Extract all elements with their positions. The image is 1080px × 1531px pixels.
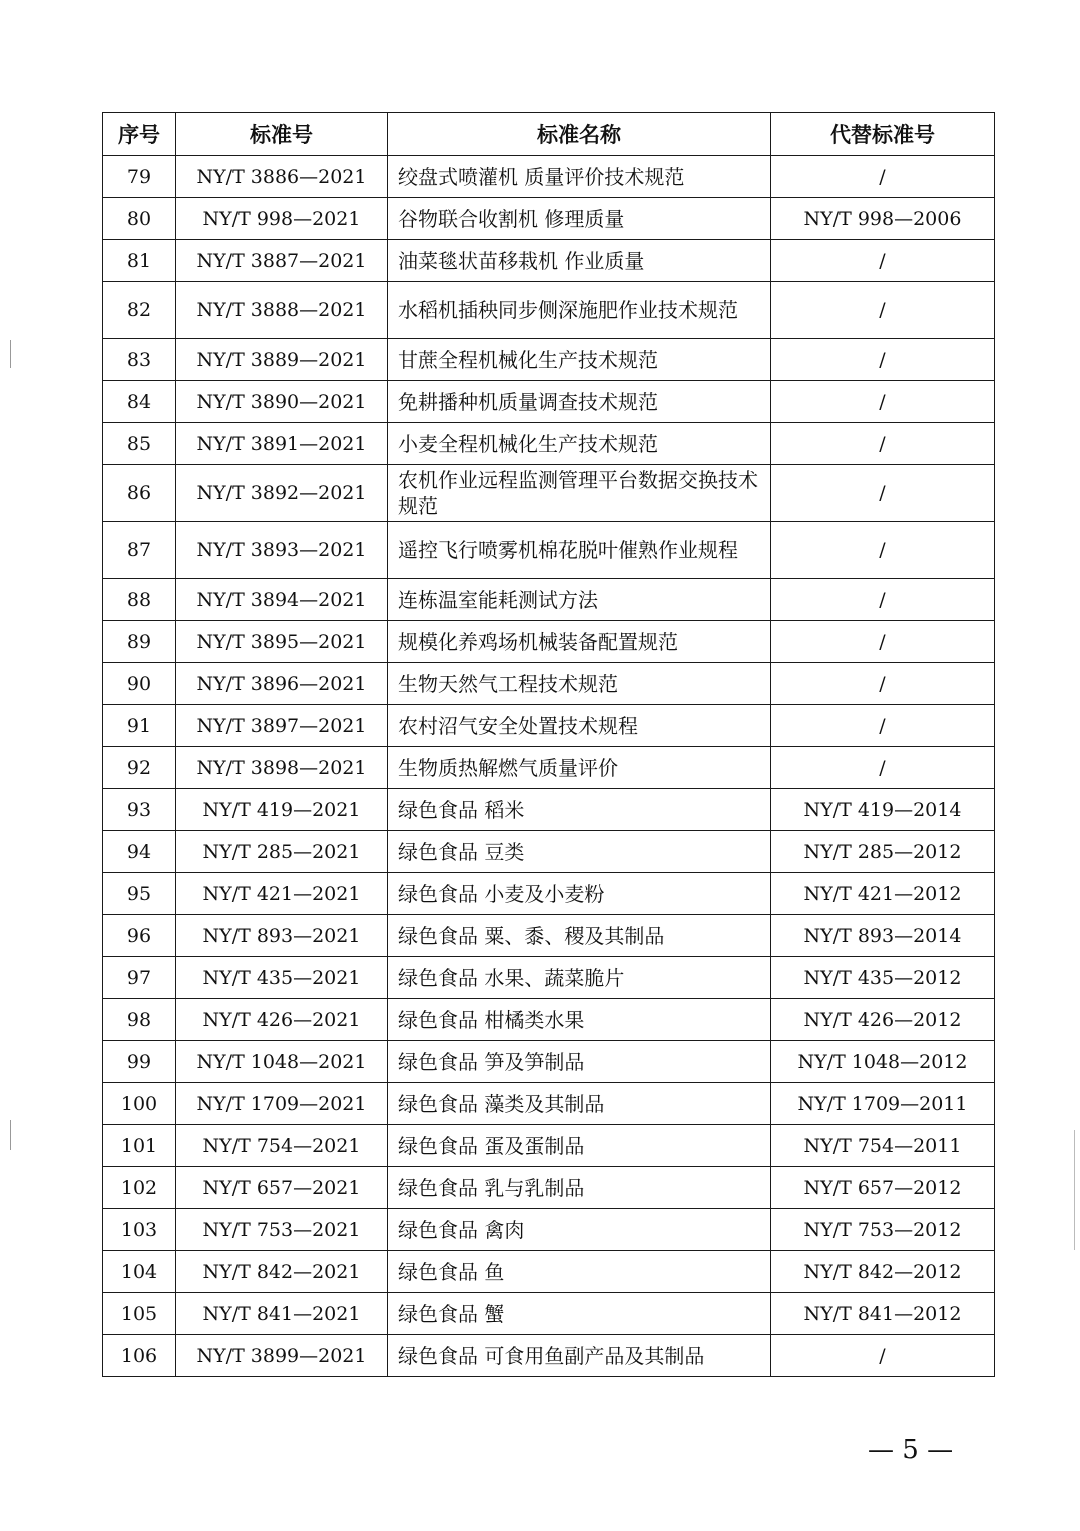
row-replaced-standard: /: [771, 423, 995, 465]
row-replaced-standard: /: [771, 339, 995, 381]
row-standard-name: 绿色食品 藻类及其制品: [388, 1083, 771, 1125]
row-replaced-standard: NY/T 842—2012: [771, 1251, 995, 1293]
row-index: 99: [103, 1041, 176, 1083]
table-row: [103, 522, 995, 579]
table-row: [103, 198, 995, 240]
row-replaced-standard: /: [771, 1335, 995, 1377]
row-standard-name: 绿色食品 蟹: [388, 1293, 771, 1335]
row-standard-name: 绿色食品 笋及笋制品: [388, 1041, 771, 1083]
row-standard-number: NY/T 3895—2021: [176, 621, 388, 663]
table-row: [103, 915, 995, 957]
row-replaced-standard: NY/T 657—2012: [771, 1167, 995, 1209]
row-standard-number: NY/T 754—2021: [176, 1125, 388, 1167]
scan-margin-mark: [10, 1120, 11, 1150]
row-standard-number: NY/T 3891—2021: [176, 423, 388, 465]
table-row: [103, 1041, 995, 1083]
table-row: [103, 423, 995, 465]
row-standard-number: NY/T 1709—2021: [176, 1083, 388, 1125]
table-row: [103, 282, 995, 339]
table-row: [103, 156, 995, 198]
row-replaced-standard: NY/T 753—2012: [771, 1209, 995, 1251]
row-index: 84: [103, 381, 176, 423]
row-standard-number: NY/T 842—2021: [176, 1251, 388, 1293]
row-standard-name: 绿色食品 可食用鱼副产品及其制品: [388, 1335, 771, 1377]
row-replaced-standard: /: [771, 381, 995, 423]
row-index: 85: [103, 423, 176, 465]
row-standard-name: 绿色食品 稻米: [388, 789, 771, 831]
row-replaced-standard: NY/T 1048—2012: [771, 1041, 995, 1083]
row-standard-number: NY/T 3890—2021: [176, 381, 388, 423]
scan-margin-mark: [1074, 1130, 1075, 1250]
row-replaced-standard: /: [771, 621, 995, 663]
row-standard-name: 绿色食品 豆类: [388, 831, 771, 873]
row-standard-name: 甘蔗全程机械化生产技术规范: [388, 339, 771, 381]
table-row: [103, 873, 995, 915]
row-index: 83: [103, 339, 176, 381]
row-index: 88: [103, 579, 176, 621]
header-standard-number: 标准号: [176, 113, 388, 156]
row-index: 93: [103, 789, 176, 831]
row-index: 103: [103, 1209, 176, 1251]
row-standard-number: NY/T 657—2021: [176, 1167, 388, 1209]
row-standard-name: 连栋温室能耗测试方法: [388, 579, 771, 621]
row-standard-number: NY/T 1048—2021: [176, 1041, 388, 1083]
row-replaced-standard: /: [771, 522, 995, 579]
row-standard-number: NY/T 3893—2021: [176, 522, 388, 579]
row-standard-number: NY/T 841—2021: [176, 1293, 388, 1335]
row-standard-name: 生物质热解燃气质量评价: [388, 747, 771, 789]
row-standard-number: NY/T 753—2021: [176, 1209, 388, 1251]
row-standard-number: NY/T 285—2021: [176, 831, 388, 873]
table-row: [103, 465, 995, 522]
row-replaced-standard: NY/T 754—2011: [771, 1125, 995, 1167]
table-row: [103, 789, 995, 831]
header-replaced-standard: 代替标准号: [771, 113, 995, 156]
row-index: 106: [103, 1335, 176, 1377]
row-standard-number: NY/T 3888—2021: [176, 282, 388, 339]
table-body: [103, 156, 995, 1377]
row-standard-name: 绿色食品 蛋及蛋制品: [388, 1125, 771, 1167]
row-standard-name: 生物天然气工程技术规范: [388, 663, 771, 705]
table-row: [103, 1125, 995, 1167]
table-row: [103, 1335, 995, 1377]
row-index: 94: [103, 831, 176, 873]
table-row: [103, 1209, 995, 1251]
row-standard-name: 绿色食品 粟、黍、稷及其制品: [388, 915, 771, 957]
row-standard-name: 小麦全程机械化生产技术规范: [388, 423, 771, 465]
table-row: [103, 1251, 995, 1293]
row-standard-name: 油菜毯状苗移栽机 作业质量: [388, 240, 771, 282]
row-index: 97: [103, 957, 176, 999]
row-index: 91: [103, 705, 176, 747]
table-row: [103, 747, 995, 789]
row-index: 96: [103, 915, 176, 957]
row-standard-number: NY/T 421—2021: [176, 873, 388, 915]
row-index: 87: [103, 522, 176, 579]
row-replaced-standard: NY/T 426—2012: [771, 999, 995, 1041]
row-replaced-standard: /: [771, 156, 995, 198]
table-row: [103, 1167, 995, 1209]
row-replaced-standard: NY/T 1709—2011: [771, 1083, 995, 1125]
page-number: — 5 —: [868, 1435, 954, 1465]
row-index: 89: [103, 621, 176, 663]
row-standard-number: NY/T 3894—2021: [176, 579, 388, 621]
row-replaced-standard: /: [771, 465, 995, 522]
row-standard-name: 绞盘式喷灌机 质量评价技术规范: [388, 156, 771, 198]
table-row: [103, 999, 995, 1041]
row-standard-number: NY/T 3899—2021: [176, 1335, 388, 1377]
row-standard-name: 农村沼气安全处置技术规程: [388, 705, 771, 747]
row-standard-number: NY/T 426—2021: [176, 999, 388, 1041]
table-row: [103, 1293, 995, 1335]
row-standard-name: 绿色食品 水果、蔬菜脆片: [388, 957, 771, 999]
table-row: [103, 381, 995, 423]
row-standard-name: 绿色食品 柑橘类水果: [388, 999, 771, 1041]
row-replaced-standard: NY/T 435—2012: [771, 957, 995, 999]
table-row: [103, 705, 995, 747]
row-index: 80: [103, 198, 176, 240]
row-standard-number: NY/T 435—2021: [176, 957, 388, 999]
row-index: 90: [103, 663, 176, 705]
row-index: 86: [103, 465, 176, 522]
row-replaced-standard: NY/T 893—2014: [771, 915, 995, 957]
row-standard-name: 免耕播种机质量调查技术规范: [388, 381, 771, 423]
table-row: [103, 957, 995, 999]
row-standard-number: NY/T 419—2021: [176, 789, 388, 831]
row-standard-name: 遥控飞行喷雾机棉花脱叶催熟作业规程: [388, 522, 771, 579]
row-standard-number: NY/T 3896—2021: [176, 663, 388, 705]
row-index: 92: [103, 747, 176, 789]
row-replaced-standard: /: [771, 705, 995, 747]
table-row: [103, 579, 995, 621]
row-index: 98: [103, 999, 176, 1041]
row-index: 101: [103, 1125, 176, 1167]
row-replaced-standard: /: [771, 282, 995, 339]
row-index: 81: [103, 240, 176, 282]
row-standard-number: NY/T 998—2021: [176, 198, 388, 240]
row-replaced-standard: /: [771, 240, 995, 282]
row-standard-number: NY/T 3898—2021: [176, 747, 388, 789]
table-row: [103, 621, 995, 663]
row-index: 104: [103, 1251, 176, 1293]
header-standard-name: 标准名称: [388, 113, 771, 156]
row-standard-number: NY/T 3886—2021: [176, 156, 388, 198]
row-standard-name: 绿色食品 禽肉: [388, 1209, 771, 1251]
row-index: 102: [103, 1167, 176, 1209]
row-index: 105: [103, 1293, 176, 1335]
table-row: [103, 663, 995, 705]
row-standard-name: 谷物联合收割机 修理质量: [388, 198, 771, 240]
row-replaced-standard: NY/T 285—2012: [771, 831, 995, 873]
row-replaced-standard: NY/T 998—2006: [771, 198, 995, 240]
row-standard-name: 绿色食品 小麦及小麦粉: [388, 873, 771, 915]
table-row: [103, 831, 995, 873]
table-header-row: [103, 113, 995, 156]
table-row: [103, 1083, 995, 1125]
row-standard-name: 绿色食品 鱼: [388, 1251, 771, 1293]
row-standard-number: NY/T 3889—2021: [176, 339, 388, 381]
row-standard-name: 农机作业远程监测管理平台数据交换技术规范: [388, 465, 771, 522]
row-standard-name: 水稻机插秧同步侧深施肥作业技术规范: [388, 282, 771, 339]
row-standard-number: NY/T 3897—2021: [176, 705, 388, 747]
row-index: 100: [103, 1083, 176, 1125]
row-standard-name: 绿色食品 乳与乳制品: [388, 1167, 771, 1209]
scan-margin-mark: [10, 340, 11, 368]
table-row: [103, 240, 995, 282]
standards-table: [102, 112, 995, 1377]
row-replaced-standard: NY/T 841—2012: [771, 1293, 995, 1335]
row-replaced-standard: NY/T 421—2012: [771, 873, 995, 915]
row-index: 82: [103, 282, 176, 339]
row-replaced-standard: /: [771, 663, 995, 705]
table-row: [103, 339, 995, 381]
row-standard-name: 规模化养鸡场机械装备配置规范: [388, 621, 771, 663]
row-replaced-standard: NY/T 419—2014: [771, 789, 995, 831]
row-standard-number: NY/T 893—2021: [176, 915, 388, 957]
row-standard-number: NY/T 3887—2021: [176, 240, 388, 282]
row-index: 95: [103, 873, 176, 915]
header-index: 序号: [103, 113, 176, 156]
row-index: 79: [103, 156, 176, 198]
row-replaced-standard: /: [771, 579, 995, 621]
row-standard-number: NY/T 3892—2021: [176, 465, 388, 522]
row-replaced-standard: /: [771, 747, 995, 789]
